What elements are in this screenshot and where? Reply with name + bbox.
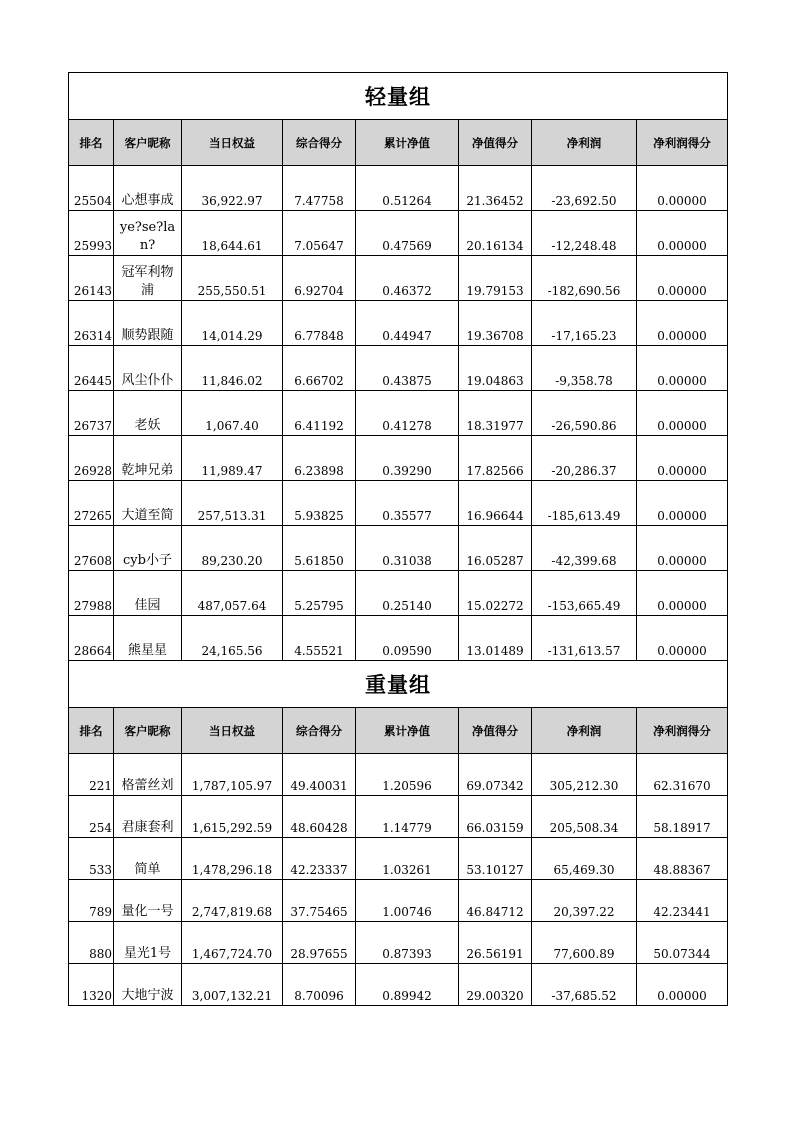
nav-score-cell: 16.05287 xyxy=(459,526,532,571)
nav-cell: 0.87393 xyxy=(356,922,459,964)
equity-cell: 14,014.29 xyxy=(182,301,283,346)
nav-cell: 0.47569 xyxy=(356,211,459,256)
profit-score-cell: 0.00000 xyxy=(637,616,728,661)
profit-score-cell: 0.00000 xyxy=(637,481,728,526)
net-profit-cell: -153,665.49 xyxy=(532,571,637,616)
net-profit-cell: -17,165.23 xyxy=(532,301,637,346)
total-score-cell: 6.77848 xyxy=(283,301,356,346)
nav-cell: 0.35577 xyxy=(356,481,459,526)
equity-cell: 1,467,724.70 xyxy=(182,922,283,964)
equity-cell: 1,615,292.59 xyxy=(182,796,283,838)
equity-cell: 11,989.47 xyxy=(182,436,283,481)
nickname-cell: 星光1号 xyxy=(114,922,182,964)
rank-cell: 25993 xyxy=(69,211,114,256)
profit-score-cell: 0.00000 xyxy=(637,964,728,1006)
profit-score-cell: 0.00000 xyxy=(637,346,728,391)
net-profit-cell: -37,685.52 xyxy=(532,964,637,1006)
header-nav-score: 净值得分 xyxy=(459,120,532,166)
header-rank: 排名 xyxy=(69,120,114,166)
table-row xyxy=(69,211,728,256)
nav-score-cell: 13.01489 xyxy=(459,616,532,661)
table-row xyxy=(69,526,728,571)
profit-score-cell: 0.00000 xyxy=(637,301,728,346)
total-score-cell: 5.93825 xyxy=(283,481,356,526)
nav-cell: 0.39290 xyxy=(356,436,459,481)
rank-cell: 27988 xyxy=(69,571,114,616)
total-score-cell: 4.55521 xyxy=(283,616,356,661)
nickname-cell: 熊星星 xyxy=(114,616,182,661)
net-profit-cell: 205,508.34 xyxy=(532,796,637,838)
nav-cell: 0.89942 xyxy=(356,964,459,1006)
nickname-cell: 简单 xyxy=(114,838,182,880)
table-row xyxy=(69,796,728,838)
total-score-cell: 6.41192 xyxy=(283,391,356,436)
total-score-cell: 6.23898 xyxy=(283,436,356,481)
equity-cell: 487,057.64 xyxy=(182,571,283,616)
profit-score-cell: 62.31670 xyxy=(637,754,728,796)
profit-score-cell: 42.23441 xyxy=(637,880,728,922)
table-row xyxy=(69,166,728,211)
nav-score-cell: 15.02272 xyxy=(459,571,532,616)
total-score-cell: 7.05647 xyxy=(283,211,356,256)
net-profit-cell: 65,469.30 xyxy=(532,838,637,880)
total-score-cell: 28.97655 xyxy=(283,922,356,964)
profit-score-cell: 50.07344 xyxy=(637,922,728,964)
nickname-cell: cyb小子 xyxy=(114,526,182,571)
net-profit-cell: -26,590.86 xyxy=(532,391,637,436)
header-rank: 排名 xyxy=(69,708,114,754)
table-row xyxy=(69,436,728,481)
light-header-row xyxy=(69,120,728,166)
header-nickname: 客户昵称 xyxy=(114,708,182,754)
table-row xyxy=(69,964,728,1006)
header-profit-score: 净利润得分 xyxy=(637,120,728,166)
profit-score-cell: 0.00000 xyxy=(637,436,728,481)
profit-score-cell: 0.00000 xyxy=(637,256,728,301)
net-profit-cell: -185,613.49 xyxy=(532,481,637,526)
net-profit-cell: -12,248.48 xyxy=(532,211,637,256)
nickname-cell: 量化一号 xyxy=(114,880,182,922)
nav-score-cell: 46.84712 xyxy=(459,880,532,922)
profit-score-cell: 0.00000 xyxy=(637,391,728,436)
table-row xyxy=(69,616,728,661)
rank-cell: 28664 xyxy=(69,616,114,661)
equity-cell: 11,846.02 xyxy=(182,346,283,391)
nav-cell: 0.09590 xyxy=(356,616,459,661)
header-nav-score: 净值得分 xyxy=(459,708,532,754)
nav-score-cell: 29.00320 xyxy=(459,964,532,1006)
total-score-cell: 5.25795 xyxy=(283,571,356,616)
nav-score-cell: 16.96644 xyxy=(459,481,532,526)
equity-cell: 36,922.97 xyxy=(182,166,283,211)
light-group-section xyxy=(69,73,728,166)
nav-score-cell: 19.36708 xyxy=(459,301,532,346)
equity-cell: 2,747,819.68 xyxy=(182,880,283,922)
equity-cell: 1,478,296.18 xyxy=(182,838,283,880)
table-row xyxy=(69,922,728,964)
total-score-cell: 7.47758 xyxy=(283,166,356,211)
nav-cell: 1.03261 xyxy=(356,838,459,880)
rank-cell: 27265 xyxy=(69,481,114,526)
table-row xyxy=(69,481,728,526)
rank-cell: 254 xyxy=(69,796,114,838)
profit-score-cell: 0.00000 xyxy=(637,211,728,256)
total-score-cell: 6.66702 xyxy=(283,346,356,391)
rank-cell: 26737 xyxy=(69,391,114,436)
heavy-group-section xyxy=(69,661,728,754)
equity-cell: 24,165.56 xyxy=(182,616,283,661)
heavy-group-rows xyxy=(69,754,728,1006)
nickname-cell: 大地宁波 xyxy=(114,964,182,1006)
equity-cell: 255,550.51 xyxy=(182,256,283,301)
nav-cell: 0.43875 xyxy=(356,346,459,391)
nickname-cell: 君康套利 xyxy=(114,796,182,838)
profit-score-cell: 58.18917 xyxy=(637,796,728,838)
rank-cell: 221 xyxy=(69,754,114,796)
ranking-sheet xyxy=(68,72,728,1006)
table-row xyxy=(69,256,728,301)
nav-score-cell: 69.07342 xyxy=(459,754,532,796)
table-row xyxy=(69,346,728,391)
table-row xyxy=(69,391,728,436)
nickname-cell: 冠军利物浦 xyxy=(114,256,182,301)
total-score-cell: 5.61850 xyxy=(283,526,356,571)
header-nav: 累计净值 xyxy=(356,708,459,754)
net-profit-cell: -20,286.37 xyxy=(532,436,637,481)
profit-score-cell: 0.00000 xyxy=(637,571,728,616)
nickname-cell: 风尘仆仆 xyxy=(114,346,182,391)
nav-cell: 0.41278 xyxy=(356,391,459,436)
nickname-cell: ye?se?lan? xyxy=(114,211,182,256)
nav-score-cell: 21.36452 xyxy=(459,166,532,211)
nav-cell: 0.46372 xyxy=(356,256,459,301)
table-row xyxy=(69,880,728,922)
nickname-cell: 大道至简 xyxy=(114,481,182,526)
net-profit-cell: -182,690.56 xyxy=(532,256,637,301)
nav-score-cell: 53.10127 xyxy=(459,838,532,880)
equity-cell: 3,007,132.21 xyxy=(182,964,283,1006)
rank-cell: 880 xyxy=(69,922,114,964)
nickname-cell: 老妖 xyxy=(114,391,182,436)
nav-cell: 0.51264 xyxy=(356,166,459,211)
light-group-rows xyxy=(69,166,728,661)
nickname-cell: 格蕾丝刘 xyxy=(114,754,182,796)
total-score-cell: 37.75465 xyxy=(283,880,356,922)
nickname-cell: 佳园 xyxy=(114,571,182,616)
equity-cell: 18,644.61 xyxy=(182,211,283,256)
net-profit-cell: -42,399.68 xyxy=(532,526,637,571)
nav-cell: 1.00746 xyxy=(356,880,459,922)
header-nav: 累计净值 xyxy=(356,120,459,166)
total-score-cell: 6.92704 xyxy=(283,256,356,301)
equity-cell: 89,230.20 xyxy=(182,526,283,571)
profit-score-cell: 48.88367 xyxy=(637,838,728,880)
table-row xyxy=(69,301,728,346)
nav-cell: 1.14779 xyxy=(356,796,459,838)
nickname-cell: 顺势跟随 xyxy=(114,301,182,346)
nav-cell: 0.44947 xyxy=(356,301,459,346)
nav-cell: 0.25140 xyxy=(356,571,459,616)
total-score-cell: 49.40031 xyxy=(283,754,356,796)
nickname-cell: 心想事成 xyxy=(114,166,182,211)
header-net-profit: 净利润 xyxy=(532,708,637,754)
equity-cell: 1,787,105.97 xyxy=(182,754,283,796)
nav-score-cell: 20.16134 xyxy=(459,211,532,256)
rank-cell: 26314 xyxy=(69,301,114,346)
rank-cell: 25504 xyxy=(69,166,114,211)
heavy-header-row xyxy=(69,708,728,754)
header-equity: 当日权益 xyxy=(182,708,283,754)
total-score-cell: 48.60428 xyxy=(283,796,356,838)
heavy-group-title: 重量组 xyxy=(69,661,728,708)
profit-score-cell: 0.00000 xyxy=(637,166,728,211)
nav-cell: 0.31038 xyxy=(356,526,459,571)
light-group-title: 轻量组 xyxy=(69,73,728,120)
rank-cell: 26143 xyxy=(69,256,114,301)
nickname-cell: 乾坤兄弟 xyxy=(114,436,182,481)
header-total-score: 综合得分 xyxy=(283,708,356,754)
net-profit-cell: 305,212.30 xyxy=(532,754,637,796)
rank-cell: 26928 xyxy=(69,436,114,481)
nav-score-cell: 19.79153 xyxy=(459,256,532,301)
nav-score-cell: 18.31977 xyxy=(459,391,532,436)
total-score-cell: 42.23337 xyxy=(283,838,356,880)
nav-score-cell: 26.56191 xyxy=(459,922,532,964)
equity-cell: 257,513.31 xyxy=(182,481,283,526)
rank-cell: 1320 xyxy=(69,964,114,1006)
net-profit-cell: 77,600.89 xyxy=(532,922,637,964)
net-profit-cell: -131,613.57 xyxy=(532,616,637,661)
net-profit-cell: 20,397.22 xyxy=(532,880,637,922)
header-total-score: 综合得分 xyxy=(283,120,356,166)
table-row xyxy=(69,838,728,880)
nav-score-cell: 17.82566 xyxy=(459,436,532,481)
rank-cell: 789 xyxy=(69,880,114,922)
rank-cell: 27608 xyxy=(69,526,114,571)
profit-score-cell: 0.00000 xyxy=(637,526,728,571)
nav-cell: 1.20596 xyxy=(356,754,459,796)
net-profit-cell: -23,692.50 xyxy=(532,166,637,211)
header-equity: 当日权益 xyxy=(182,120,283,166)
net-profit-cell: -9,358.78 xyxy=(532,346,637,391)
nav-score-cell: 19.04863 xyxy=(459,346,532,391)
total-score-cell: 8.70096 xyxy=(283,964,356,1006)
header-net-profit: 净利润 xyxy=(532,120,637,166)
rank-cell: 533 xyxy=(69,838,114,880)
header-profit-score: 净利润得分 xyxy=(637,708,728,754)
header-nickname: 客户昵称 xyxy=(114,120,182,166)
table-row xyxy=(69,571,728,616)
equity-cell: 1,067.40 xyxy=(182,391,283,436)
rank-cell: 26445 xyxy=(69,346,114,391)
table-row xyxy=(69,754,728,796)
nav-score-cell: 66.03159 xyxy=(459,796,532,838)
